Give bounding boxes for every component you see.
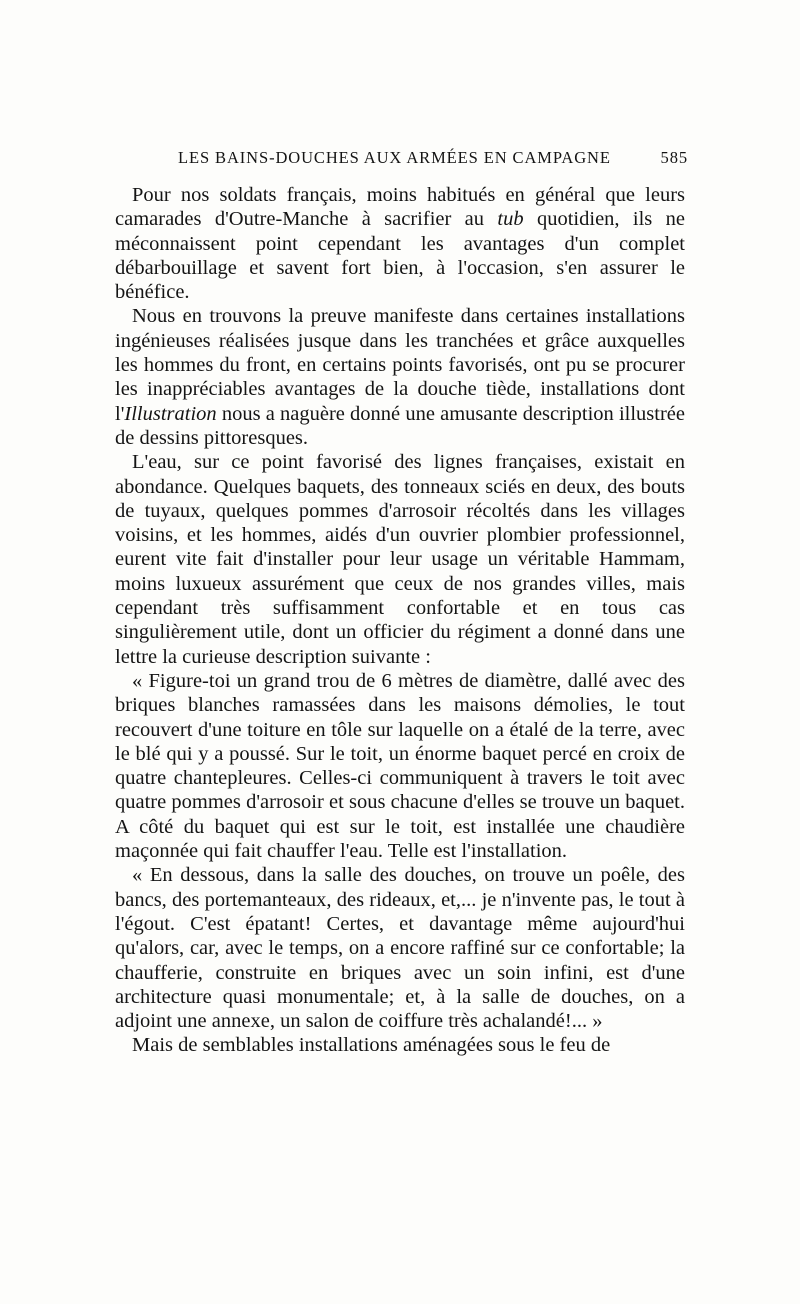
paragraph: [115, 183, 685, 304]
paragraph: [115, 1033, 685, 1057]
italic-term: Illustration: [124, 402, 217, 425]
running-header: [178, 147, 688, 169]
paragraph-text: « En dessous, dans la salle des douches, on trouve un poêle, des bancs, des portemanteaux, des rideaux, et,... je n'invente pas, le tout à l'égout. C'est épatant! Certes, et davantage même aujourd'hui qu'alors, car, avec le temps, on a encore raffiné sur ce confortable; la chaufferie, construite en briques avec un soin infini, est d'une architecture quasi monumentale; et, à la salle de douches, on a adjoint une annexe, un salon de coiffure très achalandé!... »: [115, 864, 685, 1033]
page-number: 585: [660, 148, 688, 167]
quoted-paragraph: [115, 863, 685, 1033]
paragraph-text: nous a naguère donné une amusante description illustrée de dessins pittoresques.: [115, 402, 685, 449]
paragraph-text: L'eau, sur ce point favorisé des lignes françaises, existait en abondance. Quelques baquets, des tonneaux sciés en deux, des bouts de tuyaux, quelques pommes d'arrosoir récoltés dans les villages voisins, et les hommes, aidés d'un ouvrier plombier professionnel, eurent vite fait d'installer pour leur usage un véritable Hammam, moins luxueux assurément que ceux de nos grandes villes, mais cependant très suffisamment confortable et en tous cas singulièrement utile, dont un officier du régiment a donné dans une lettre la curieuse description suivante :: [115, 451, 685, 668]
quoted-paragraph: [115, 669, 685, 863]
paragraph: [115, 304, 685, 450]
paragraph: [115, 450, 685, 669]
paragraph-text: Pour nos soldats français, moins habitués en général que leurs camarades d'Outre-Manche à sacrifier au: [115, 184, 685, 231]
paragraph-text: Mais de semblables installations aménagées sous le feu de: [132, 1034, 611, 1057]
running-title: LES BAINS-DOUCHES AUX ARMÉES EN CAMPAGNE: [178, 148, 611, 167]
paragraph-text: quotidien, ils ne méconnaissent point cependant les avantages d'un complet débarbouillage et savent fort bien, à l'occasion, s'en assurer le bénéfice.: [115, 208, 685, 304]
body-text: [115, 183, 685, 1058]
paragraph-text: Nous en trouvons la preuve manifeste dans certaines installations ingénieuses réalisées jusque dans les tranchées et grâce auxquelles les hommes du front, en certains points favorisés, ont pu se procurer les inappréciables avantages de la douche tiède, installations dont l': [115, 305, 685, 425]
paragraph-text: « Figure-toi un grand trou de 6 mètres de diamètre, dallé avec des briques blanches ramassées dans les maisons démolies, le tout recouvert d'une toiture en tôle sur laquelle on a étalé de la terre, avec le blé qui y a poussé. Sur le toit, un énorme baquet percé en croix de quatre chantepleures. Celles-ci communiquent à travers le toit avec quatre pommes d'arrosoir et sous chacune d'elles se trouve un baquet. A côté du baquet qui est sur le toit, est installée une chaudière maçonnée qui fait chauffer l'eau. Telle est l'installation.: [115, 669, 685, 863]
italic-term: tub: [497, 208, 524, 231]
